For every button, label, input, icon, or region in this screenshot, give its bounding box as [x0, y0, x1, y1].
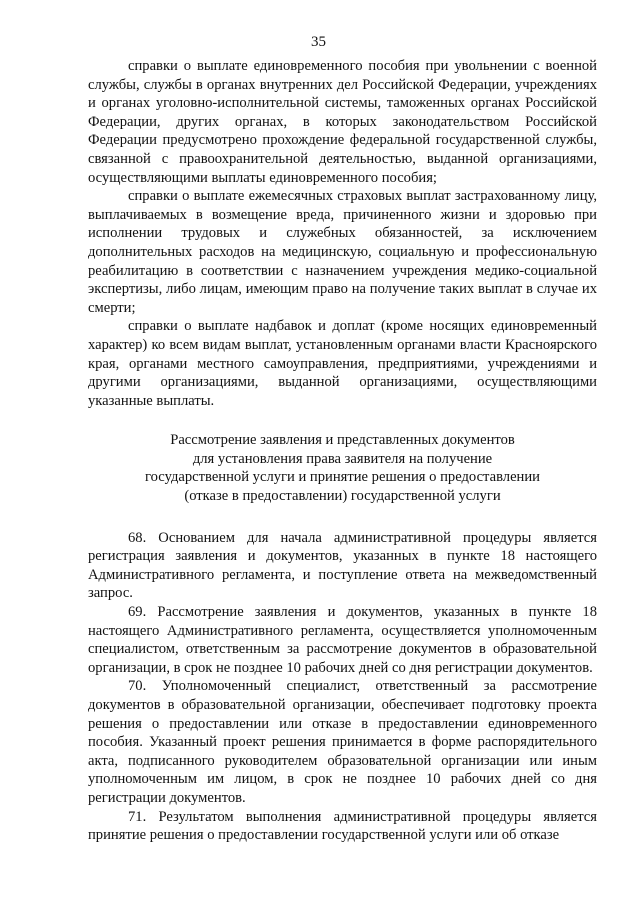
paragraph-certificate-insurance: справки о выплате ежемесячных страховых выплат застрахованному лицу, выплачиваемых в возмещение вреда, причиненного жизни и здоровью при исполнении трудовых и служебных обязанностей, за исключением дополнительных расходов на медицинскую, социальную и профессиональную реабилитацию в соответствии с назначением учреждения медико-социальной экспертизы, либо лицам, имеющим право на получение таких выплат в случае их смерти;: [88, 188, 597, 316]
document-body: [88, 57, 597, 845]
section-heading-line: Рассмотрение заявления и представленных документов: [170, 432, 515, 449]
page-number: 35: [311, 34, 326, 50]
section-heading-line: государственной услуги и принятие решения о предоставлении: [145, 469, 540, 486]
paragraph-certificate-allowances: справки о выплате надбавок и доплат (кроме носящих единовременный характер) ко всем видам выплат, установленным органами власти Красноярского края, органами местного самоуправления, предприятиями, учреждениями и другими организациями, выданной организациями, осуществляющими указанные выплаты.: [88, 318, 597, 409]
paragraph-68: 68. Основанием для начала административной процедуры является регистрация заявления и документов, указанных в пункте 18 настоящего Административного регламента, и поступление ответа на межведомственный запрос.: [88, 529, 597, 602]
paragraph-70: 70. Уполномоченный специалист, ответственный за рассмотрение документов в образовательной организации, обеспечивает подготовку проекта решения о предоставлении или отказе в предоставлении единовременного пособия. Указанный проект решения принимается в форме распорядительного акта, подписанного руководителем образовательной организации или иным уполномоченным им лицом, в срок не позднее 10 рабочих дней со дня регистрации документов.: [88, 678, 597, 806]
paragraph-69: 69. Рассмотрение заявления и документов, указанных в пункте 18 настоящего Административного регламента, осуществляется уполномоченным специалистом, ответственным за рассмотрение документов в образовательной организации, в срок не позднее 10 рабочих дней со дня регистрации документов.: [88, 604, 597, 676]
section-heading-line: для установления права заявителя на получение: [192, 450, 493, 467]
section-heading-line: (отказе в предоставлении) государственной услуги: [184, 488, 501, 505]
section-heading: [88, 431, 597, 505]
paragraph-71: 71. Результатом выполнения административной процедуры является принятие решения о предоставлении государственной услуги или об отказе: [88, 808, 597, 844]
paragraph-certificate-lump-sum: справки о выплате единовременного пособия при увольнении с военной службы, службы в органах внутренних дел Российской Федерации, учреждениях и органах уголовно-исполнительной системы, таможенных органах Российской Федерации, других органах, в которых законодательством Российской Федерации предусмотрено прохождение федеральной государственной службы, связанной с правоохранительной деятельностью, выданной организациями, осуществляющими выплаты единовременного пособия;: [88, 58, 597, 186]
